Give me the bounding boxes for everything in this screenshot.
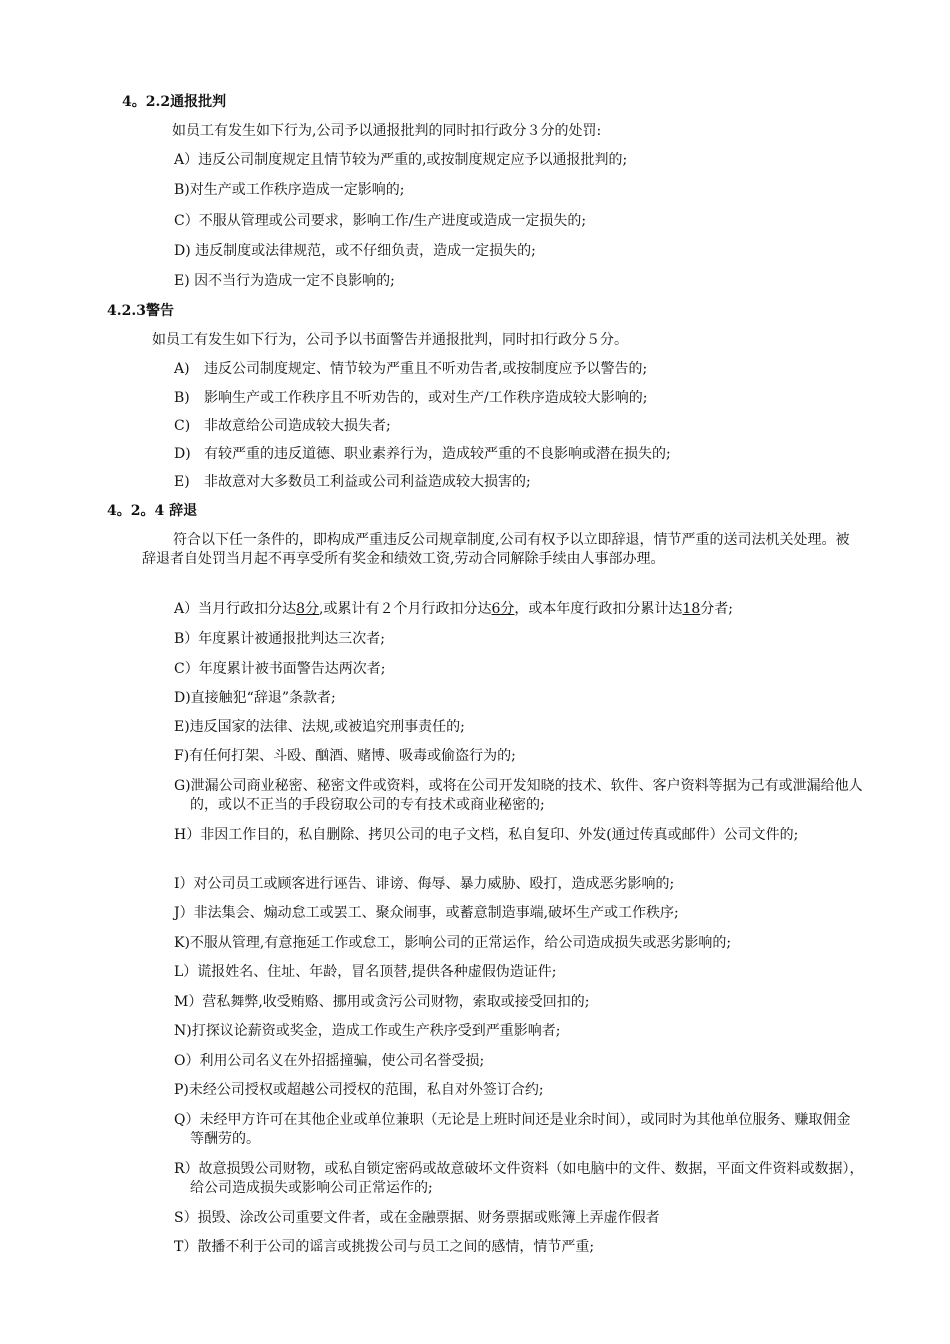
list-item: E) 因不当行为造成一定不良影响的;: [174, 273, 395, 289]
list-item-text: B）年度累计被通报批判达三次者;: [174, 631, 386, 647]
section-intro-4-2-4: 符合以下任一条件的，即构成严重违反公司规章制度,公司有权予以立即辞退，情节严重的送司法机关处理。被辞退者自处罚当月起不再享受所有奖金和绩效工资,劳动合同解除手续由人事部办理。: [142, 532, 850, 567]
list-item: [174, 445, 864, 463]
list-item-text: 分者;: [700, 601, 733, 617]
list-item-label: C): [174, 418, 191, 434]
section-intro-4-2-2: 如员工有发生如下行为,公司予以通报批判的同时扣行政分３分的处罚:: [172, 123, 602, 139]
list-item-text: ,或累计有２个月行政扣分达: [319, 601, 492, 617]
list-item-text: C）年度累计被书面警告达两次者;: [174, 661, 386, 677]
list-item-text: G)泄漏公司商业秘密、秘密文件或资料，或将在公司开发知晓的技术、软件、客户资料等据为己有或泄漏给他人的，或以不正当的手段窃取公司的专有技术或商业秘密的;: [174, 778, 863, 813]
underlined-value: 6分: [491, 601, 515, 617]
list-item-text: 违反公司制度规定、情节较为严重且不听劝告者,或按制度应予以警告的;: [204, 361, 648, 377]
list-item: D) 违反制度或法律规范，或不仔细负责，造成一定损失的;: [174, 243, 536, 259]
list-item-label: D): [174, 446, 191, 462]
list-item: A）违反公司制度规定且情节较为严重的,或按制度规定应予以通报批判的;: [174, 152, 628, 168]
list-item: [174, 934, 864, 953]
list-item: [174, 718, 864, 737]
list-item: [174, 875, 864, 894]
list-item-text: 有较严重的违反道德、职业素养行为，造成较严重的不良影响或潜在损失的;: [204, 446, 671, 462]
list-item: [174, 963, 864, 982]
list-item: [174, 777, 864, 814]
list-item: [174, 473, 864, 491]
underlined-value: 18: [682, 601, 701, 617]
list-item: [174, 600, 733, 618]
list-item-text: R）故意损毁公司财物，或私自锁定密码或故意破坏文件资料（如电脑中的文件、数据，平面文件资料或数据），给公司造成损失或影响公司正常运作的;: [174, 1161, 864, 1196]
list-item: [174, 417, 864, 435]
list-item: [174, 1022, 864, 1041]
list-item-label: B): [174, 390, 190, 406]
section-intro-4-2-3: 如员工有发生如下行为，公司予以书面警告并通报批判，同时扣行政分５分。: [152, 332, 628, 348]
list-item-text: F)有任何打架、斗殴、酗酒、赌博、吸毒或偷盗行为的;: [174, 748, 516, 764]
section-heading-4-2-4: 4。2。4 辞退: [107, 503, 198, 519]
list-item-text: O）利用公司名义在外招摇撞骗，使公司名誉受损;: [174, 1053, 485, 1069]
list-item-text: 非故意给公司造成较大损失者;: [204, 418, 391, 434]
list-item: [174, 904, 864, 923]
list-item-text: Q）未经甲方许可在其他企业或单位兼职（无论是上班时间还是业余时间），或同时为其他单位服务、赚取佣金等酬劳的。: [174, 1112, 851, 1147]
list-item-label: A): [174, 361, 190, 377]
list-item: [174, 1111, 864, 1148]
list-item: [174, 360, 864, 378]
list-item-text: L）谎报姓名、住址、年龄，冒名顶替,提供各种虚假伪造证件;: [174, 964, 557, 980]
list-item-text: 影响生产或工作秩序且不听劝告的，或对生产/工作秩序造成较大影响的;: [204, 390, 648, 406]
list-item: [174, 1238, 864, 1257]
list-item: [174, 826, 864, 845]
list-item: [174, 1081, 864, 1100]
list-item: C）不服从管理或公司要求，影响工作/生产进度或造成一定损失的;: [174, 213, 587, 229]
list-item-text: K)不服从管理,有意拖延工作或怠工，影响公司的正常运作，给公司造成损失或恶劣影响的;: [174, 935, 732, 951]
list-item-text: ，或本年度行政扣分累计达: [514, 601, 683, 617]
section-heading-4-2-2: 4。2.2通报批判: [122, 94, 227, 110]
list-item-text: T）散播不利于公司的谣言或挑拨公司与员工之间的感情，情节严重;: [174, 1239, 595, 1255]
section-heading-4-2-3: 4.2.3警告: [107, 303, 174, 319]
list-item: [174, 1160, 864, 1197]
list-item: B)对生产或工作秩序造成一定影响的;: [174, 182, 405, 198]
list-item: [174, 689, 864, 708]
list-item: [174, 1209, 864, 1228]
list-item: [174, 660, 864, 679]
list-item-text: I）对公司员工或顾客进行诬告、诽谤、侮辱、暴力威胁、殴打，造成恶劣影响的;: [174, 876, 675, 892]
list-item-text: N)打探议论薪资或奖金，造成工作或生产秩序受到严重影响者;: [174, 1023, 561, 1039]
underlined-value: 8分: [296, 601, 320, 617]
list-item: [174, 1052, 864, 1071]
list-item: [174, 389, 864, 407]
list-item-text: A）当月行政扣分达: [174, 601, 297, 617]
list-item-label: E): [174, 474, 190, 490]
list-item: [174, 747, 864, 766]
list-item-text: P)未经公司授权或超越公司授权的范围，私自对外签订合约;: [174, 1082, 544, 1098]
list-item-text: H）非因工作目的，私自删除、拷贝公司的电子文档，私自复印、外发(通过传真或邮件）公司文件的;: [174, 827, 799, 843]
list-item-text: M）营私舞弊,收受贿赂、挪用或贪污公司财物，索取或接受回扣的;: [174, 994, 590, 1010]
list-item-text: E)违反国家的法律、法规,或被追究刑事责任的;: [174, 719, 465, 735]
list-item: [174, 993, 864, 1012]
list-item-text: 非故意对大多数员工利益或公司利益造成较大损害的;: [204, 474, 531, 490]
list-item-text: J）非法集会、煽动怠工或罢工、聚众闹事，或蓄意制造事端,破坏生产或工作秩序;: [174, 905, 679, 921]
list-item-text: S）损毁、涂改公司重要文件者，或在金融票据、财务票据或账簿上弄虚作假者: [174, 1210, 660, 1226]
list-item: [174, 630, 864, 649]
list-item-text: D)直接触犯“辞退”条款者;: [174, 690, 336, 706]
